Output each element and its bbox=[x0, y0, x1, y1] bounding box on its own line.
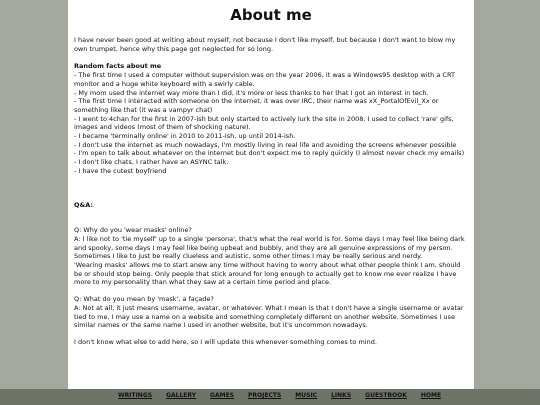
fact-item: - I don't use the internet as much nowadays, I'm mostly living in real life and avoiding the screens whenever possible bbox=[74, 140, 457, 149]
nav-link-writings[interactable]: WRITINGS bbox=[118, 392, 153, 399]
fact-item: - I went to 4chan for the first in 2007-ish but only started to actively lurk the site in 2008. I used to collect 'rare' gifs, images and videos (most of them of shocking nature). bbox=[74, 114, 454, 132]
random-facts-heading: Random facts about me bbox=[74, 62, 162, 71]
answer-2: A: Not at all, it just means username, avatar, or whatever. What I mean is that I don't have a single username or avatar tied to me, I may use a name on a website and something completely different on another website. Sometimes I use similar names or the same name I used in another website, but it's uncommon nowadays. bbox=[74, 303, 464, 330]
fact-item: - I don't like chats, I rather have an ASYNC talk. bbox=[74, 158, 229, 167]
footer-nav bbox=[118, 392, 455, 399]
question-2: Q: What do you mean by 'mask', a façade? bbox=[74, 295, 214, 304]
intro-paragraph: I have never been good at writing about myself, not because I don't like myself, but because I don't want to blow my own trumpet, hence why this page got neglected for so long. bbox=[74, 36, 456, 53]
outro-paragraph: I don't know what else to add here, so I will update this whenever something comes to mind. bbox=[74, 337, 377, 346]
nav-link-home[interactable]: HOME bbox=[420, 392, 442, 399]
fact-item: - My mom used the internet way more than I did, it's more or less thanks to her that I got an interest in tech. bbox=[74, 88, 429, 97]
fact-item: - I'm open to talk about whatever on the internet but don't expect me to reply quickly (I almost never check my emails) bbox=[74, 149, 465, 158]
qa-heading: Q&A: bbox=[74, 200, 93, 209]
answer-1: A: I like not to 'tie myself' up to a single 'persona', that's what the real world is for. Some days I may feel like being dark and spooky, some days I may feel like being upbeat and bubbly, and they are all genuine expressions of my person. Sometimes I like to just be really clueless and autistic, some other times I may be really serious and nerdy. bbox=[74, 234, 465, 261]
page-title: About me bbox=[230, 6, 312, 24]
nav-link-gallery[interactable]: GALLERY bbox=[166, 392, 197, 399]
question-1: Q: Why do you 'wear masks' online? bbox=[74, 226, 192, 235]
nav-link-links[interactable]: LINKS bbox=[331, 392, 352, 399]
fact-item: - I have the cutest boyfriend bbox=[74, 166, 167, 175]
fact-item: - The first time I used a computer without supervision was on the year 2006, it was a Windows95 desktop with a CRT monitor and a huge white keyboard with a swirly cable. bbox=[74, 71, 455, 88]
nav-link-guestbook[interactable]: GUESTBOOK bbox=[365, 392, 407, 399]
answer-1-continued: 'Wearing masks' allows me to start anew any time without having to worry about what other people think I am, should be or should stop being. Only people that stick around for long enough to actually get to know me ever realize I have more to my personality than what they saw at a certain time period and place. bbox=[74, 261, 461, 287]
page-content bbox=[68, 36, 474, 347]
nav-link-games[interactable]: GAMES bbox=[210, 392, 234, 399]
fact-item: - I became 'terminally online' in 2010 to 2011-ish, up until 2014-ish. bbox=[74, 132, 296, 141]
fact-item: - The first time I interacted with someone on the internet, it was over IRC, their name was xX_PortalOfEvil_Xx or something like that (it was a vampyr chat) bbox=[74, 97, 439, 114]
nav-link-music[interactable]: MUSIC bbox=[295, 392, 318, 399]
nav-link-projects[interactable]: PROJECTS bbox=[248, 392, 282, 399]
main-page bbox=[68, 0, 474, 389]
